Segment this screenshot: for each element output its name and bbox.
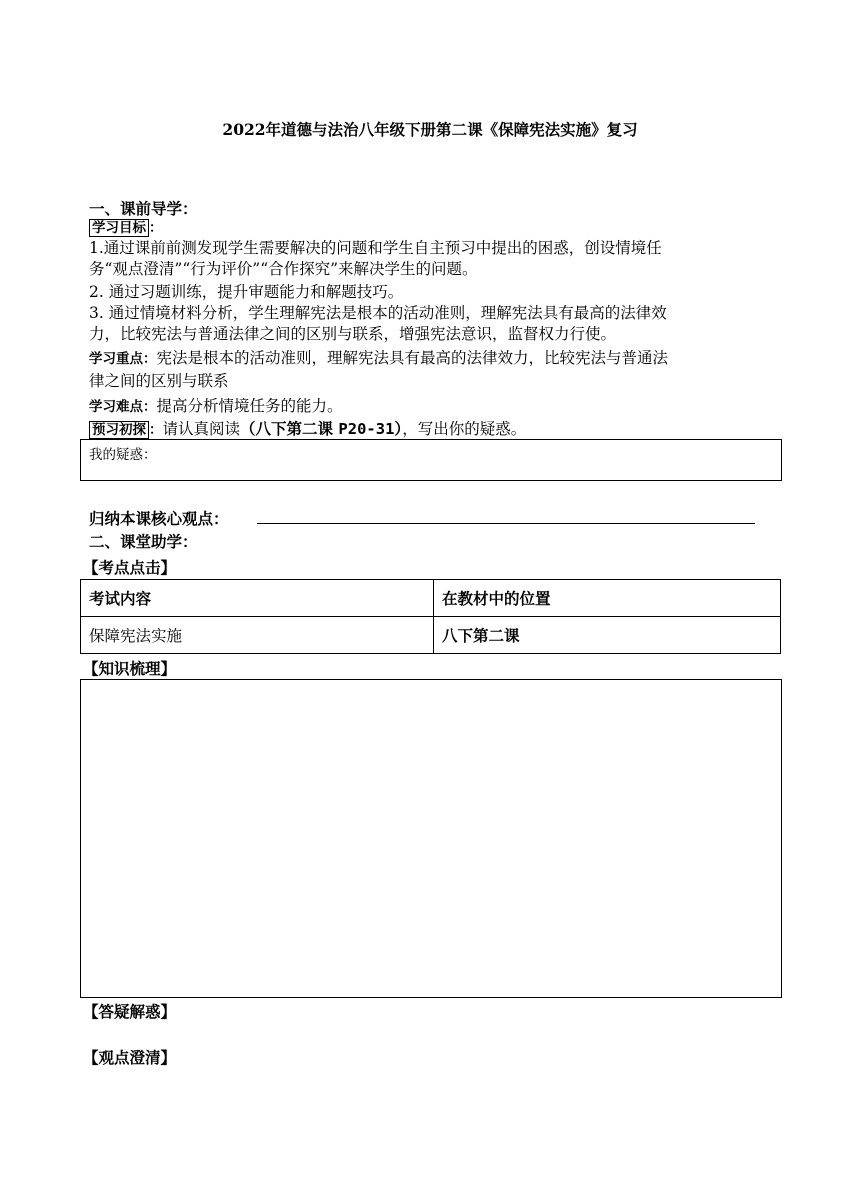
table-cell: 八下第二课 — [434, 617, 781, 654]
knowledge-box[interactable] — [80, 679, 782, 998]
key-points-label: 学习重点： — [89, 351, 157, 367]
learning-goals-colon: ： — [149, 220, 163, 236]
my-doubts-label: 我的疑惑： — [89, 447, 157, 463]
difficulty-label: 学习难点： — [89, 399, 157, 415]
preview-label: 预习初探 — [89, 421, 149, 439]
goal-3-line-2: 力，比较宪法与普通法律之间的区别与联系，增强宪法意识，监督权力行使。 — [89, 325, 617, 343]
my-doubts-box[interactable] — [80, 439, 782, 481]
key-points-line-1 — [89, 348, 668, 369]
table-cell: 保障宪法实施 — [81, 617, 434, 654]
preview-colon: ： — [149, 422, 163, 438]
exam-points-heading: 【考点点击】 — [83, 558, 177, 577]
table-row — [81, 580, 781, 617]
section-heading-in-class: 二、课堂助学： — [89, 532, 198, 551]
table-header-cell: 考试内容 — [81, 580, 434, 617]
preview-line — [89, 419, 526, 440]
exam-points-table — [80, 579, 781, 654]
learning-goals-label: 学习目标 — [89, 219, 149, 237]
goal-3-line-1: 3. 通过情境材料分析，学生理解宪法是根本的活动准则，理解宪法具有最高的法律效 — [89, 304, 667, 322]
qa-heading: 【答疑解惑】 — [83, 1002, 177, 1021]
goal-1-line-1: 1.通过课前前测发现学生需要解决的问题和学生自主预习中提出的困惑，创设情境任 — [89, 239, 662, 257]
goal-2: 2. 通过习题训练，提升审题能力和解题技巧。 — [89, 283, 404, 301]
difficulty-text: 提高分析情境任务的能力。 — [156, 397, 343, 415]
knowledge-heading: 【知识梳理】 — [83, 659, 177, 678]
key-points-line-2: 律之间的区别与联系 — [89, 372, 229, 390]
preview-instruction: 请认真阅读 — [162, 420, 241, 438]
document-title: 2022年道德与法治八年级下册第二课《保障宪法实施》复习 — [222, 120, 638, 139]
section-heading-pre-class: 一、课前导学： — [89, 199, 198, 218]
core-view-answer-line[interactable] — [257, 522, 755, 524]
key-points-text: 宪法是根本的活动准则，理解宪法具有最高的法律效力，比较宪法与普通法 — [156, 349, 669, 367]
preview-ref-pages: P20-31 — [338, 420, 395, 438]
difficulty-line — [89, 396, 343, 417]
learning-goals-heading — [89, 217, 163, 238]
core-view-label: 归纳本课核心观点： — [89, 509, 229, 528]
preview-instruction-end: ，写出你的疑惑。 — [402, 420, 527, 438]
table-header-cell: 在教材中的位置 — [434, 580, 781, 617]
table-row — [81, 617, 781, 654]
goal-1-line-2: 务“观点澄清”“行为评价”“合作探究”来解决学生的问题。 — [89, 260, 478, 278]
preview-ref-close: ） — [394, 419, 403, 438]
preview-ref-open: （八下第二课 — [240, 419, 339, 438]
clarify-heading: 【观点澄清】 — [83, 1048, 177, 1067]
